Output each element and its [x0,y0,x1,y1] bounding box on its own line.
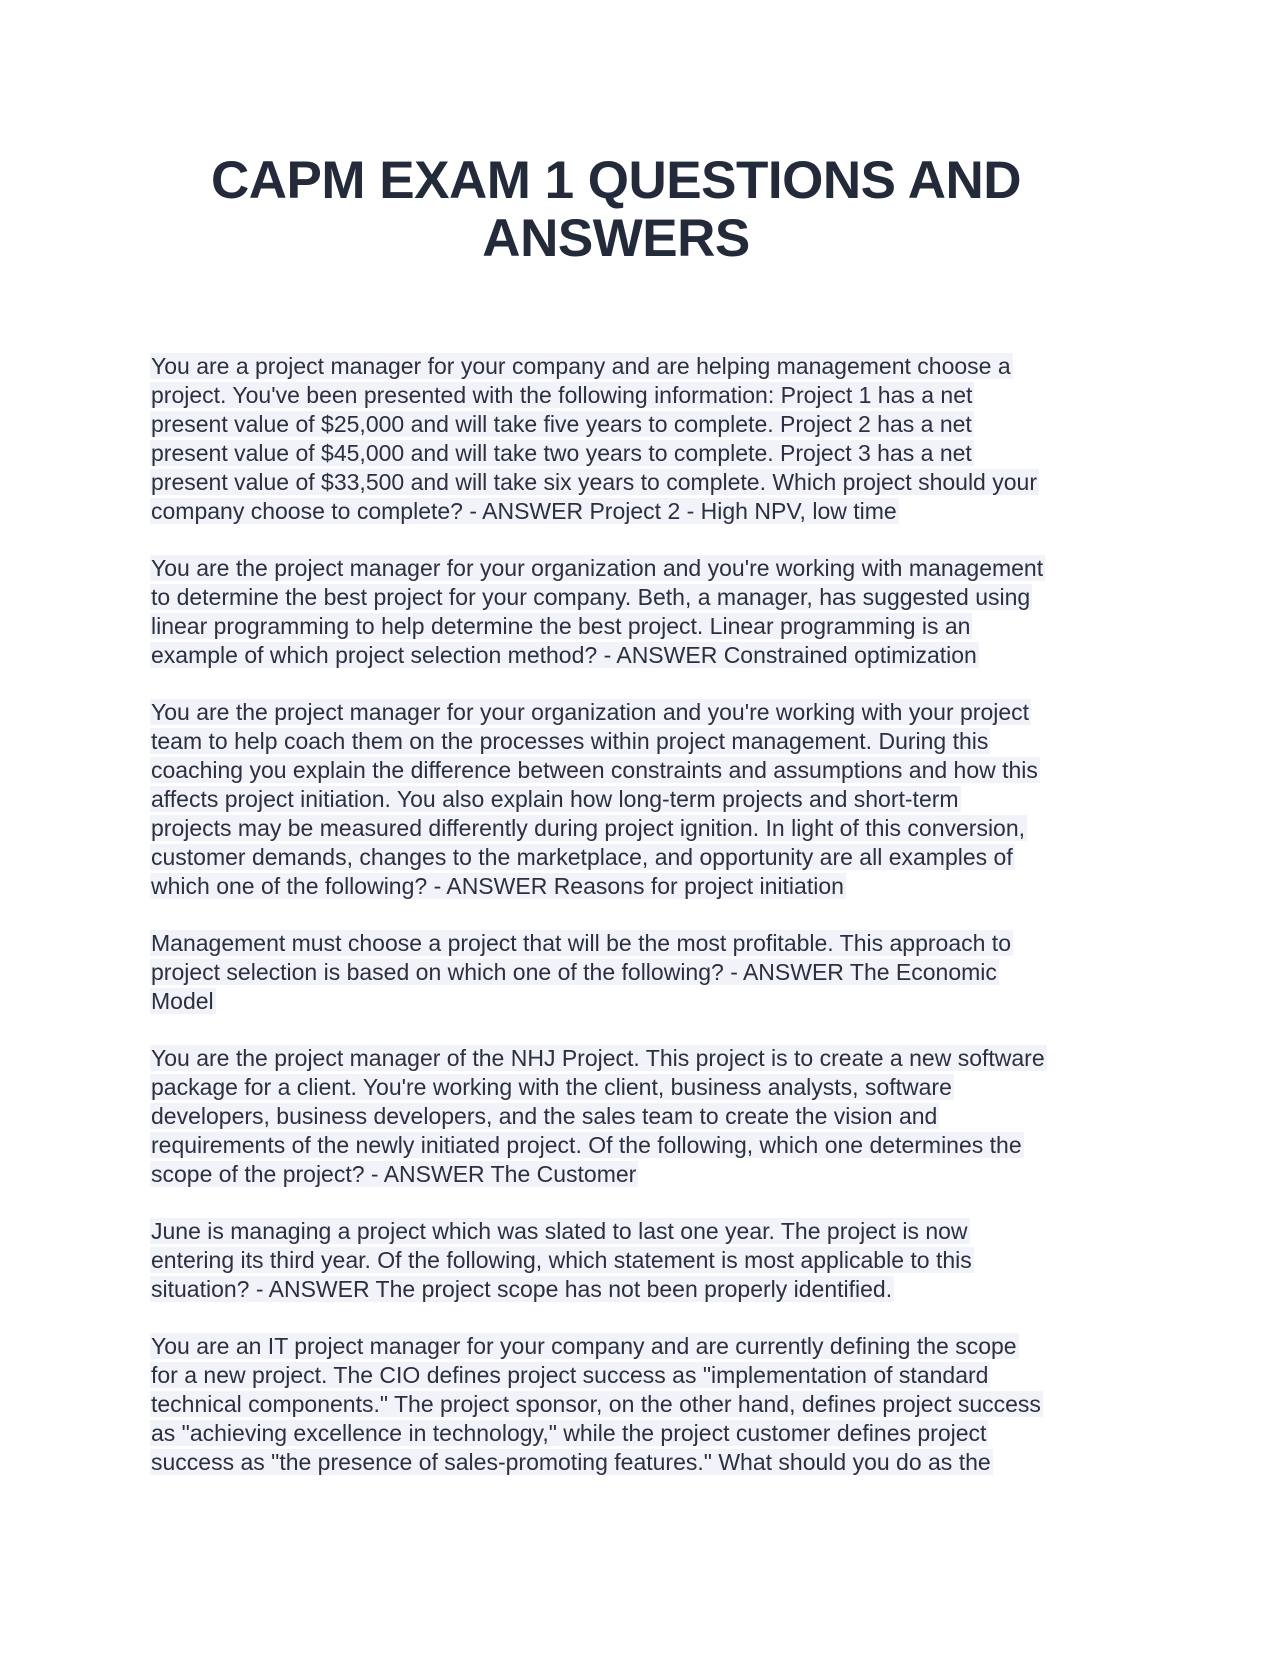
qa-text-line: June is managing a project which was slated to last one year. The project is now [151,1218,968,1244]
qa-text-line: linear programming to help determine the best project. Linear programming is an [151,613,971,639]
qa-text-line: scope of the project? - ANSWER The Customer [151,1161,637,1187]
qa-text-line: You are the project manager for your organization and you're working with your project [151,699,1030,725]
qa-block [150,1332,1150,1477]
qa-text-line: Model [151,988,214,1014]
qa-text-line: present value of $45,000 and will take two years to complete. Project 3 has a net [151,440,972,466]
qa-text-line: success as "the presence of sales-promoting features." What should you do as the [151,1449,991,1475]
qa-text-line: customer demands, changes to the marketplace, and opportunity are all examples of [151,844,1013,870]
qa-text-line: requirements of the newly initiated project. Of the following, which one determines the [151,1132,1022,1158]
qa-text-line: present value of $25,000 and will take five years to complete. Project 2 has a net [151,411,972,437]
qa-text-line: You are an IT project manager for your company and are currently defining the scope [151,1333,1017,1359]
qa-list [150,352,1150,1505]
qa-block [150,1044,1150,1189]
qa-text-line: company choose to complete? - ANSWER Project 2 - High NPV, low time [151,498,897,524]
qa-text-line: coaching you explain the difference between constraints and assumptions and how this [151,757,1038,783]
qa-text-line: entering its third year. Of the following, which statement is most applicable to this [151,1247,972,1273]
qa-text-line: package for a client. You're working with the client, business analysts, software [151,1074,952,1100]
document-title [150,152,1082,268]
title-line: ANSWERS [482,209,750,268]
qa-block [150,554,1150,670]
qa-text-line: team to help coach them on the processes within project management. During this [151,728,989,754]
qa-text-line: project. You've been presented with the following information: Project 1 has a net [151,382,973,408]
qa-text-line: as "achieving excellence in technology," while the project customer defines project [151,1420,987,1446]
qa-text-line: project selection is based on which one of the following? - ANSWER The Economic [151,959,997,985]
qa-text-line: affects project initiation. You also explain how long-term projects and short-term [151,786,959,812]
qa-text-line: example of which project selection method? - ANSWER Constrained optimization [151,642,977,668]
title-line: CAPM EXAM 1 QUESTIONS AND [210,151,1022,210]
qa-block [150,1217,1150,1304]
qa-block [150,698,1150,901]
qa-text-line: You are the project manager for your organization and you're working with management [151,555,1044,581]
qa-text-line: Management must choose a project that will be the most profitable. This approach to [151,930,1011,956]
qa-text-line: present value of $33,500 and will take six years to complete. Which project should your [151,469,1037,495]
qa-block [150,352,1150,526]
qa-text-line: which one of the following? - ANSWER Reasons for project initiation [151,873,844,899]
qa-block [150,929,1150,1016]
qa-text-line: to determine the best project for your company. Beth, a manager, has suggested using [151,584,1031,610]
qa-text-line: technical components." The project sponsor, on the other hand, defines project success [151,1391,1041,1417]
qa-text-line: for a new project. The CIO defines project success as "implementation of standard [151,1362,989,1388]
qa-text-line: You are a project manager for your company and are helping management choose a [151,353,1011,379]
qa-text-line: developers, business developers, and the sales team to create the vision and [151,1103,938,1129]
qa-text-line: situation? - ANSWER The project scope has not been properly identified. [151,1276,893,1302]
qa-text-line: You are the project manager of the NHJ Project. This project is to create a new software [151,1045,1045,1071]
qa-text-line: projects may be measured differently during project ignition. In light of this conversion, [151,815,1026,841]
